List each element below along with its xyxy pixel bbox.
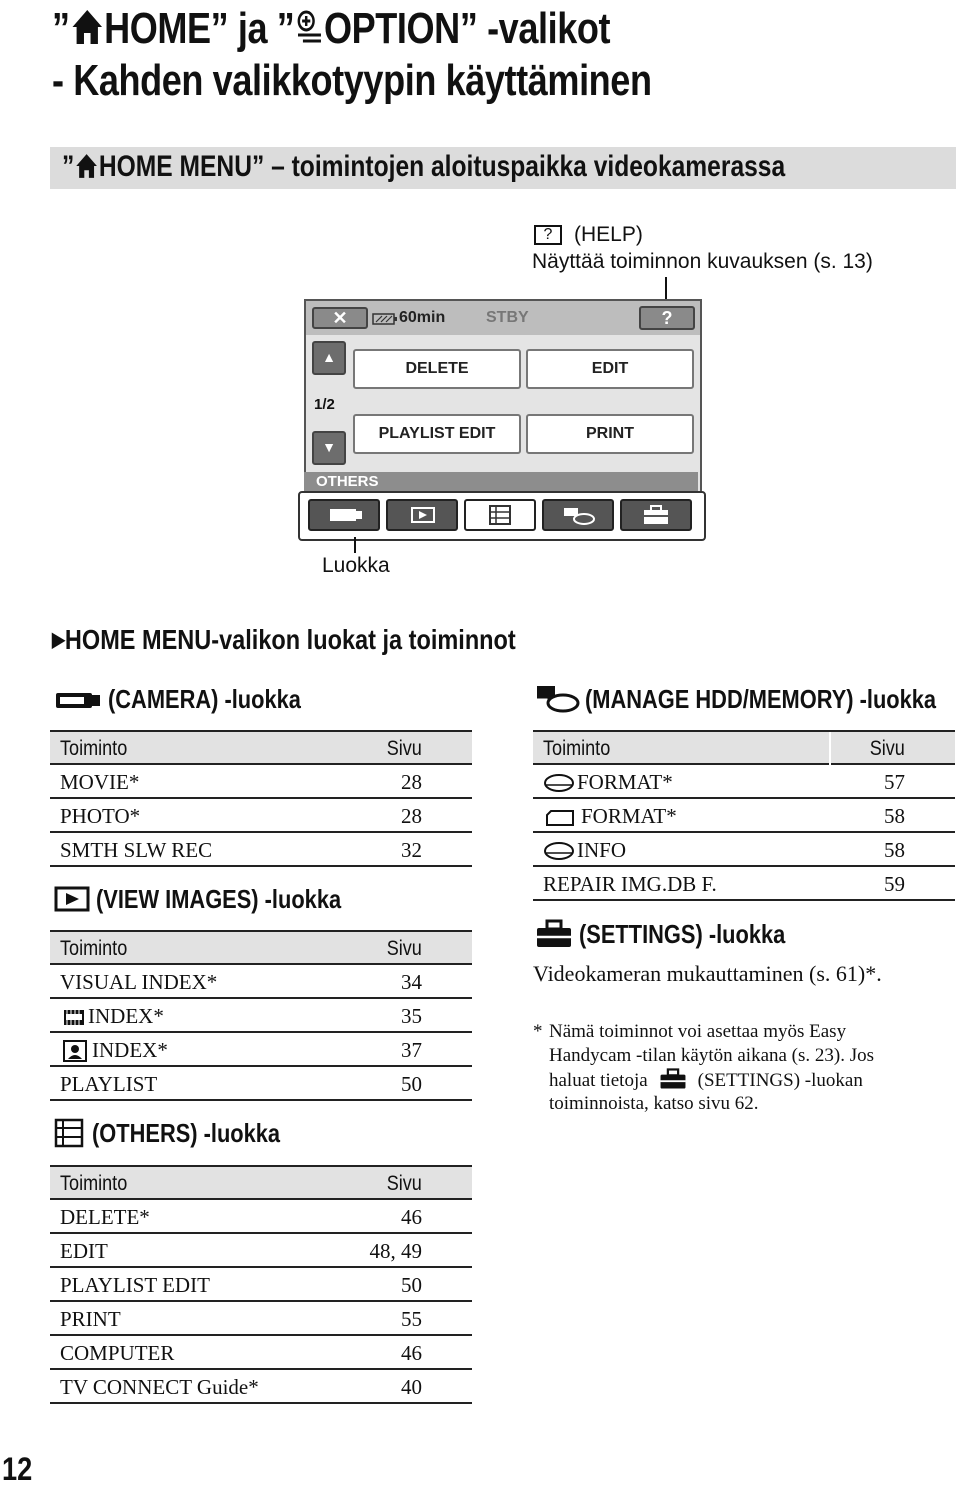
table-row: PLAYLIST EDIT 50 bbox=[50, 1268, 472, 1302]
table-row: DELETE* 46 bbox=[50, 1200, 472, 1234]
close-button[interactable]: ✕ bbox=[312, 307, 368, 329]
section-heading: ” HOME MENU” – toimintojen aloituspaikka videokamerassa bbox=[62, 150, 786, 183]
camera-icon bbox=[310, 501, 378, 529]
others-icon bbox=[466, 501, 534, 529]
table-row: PLAYLIST 50 bbox=[50, 1067, 472, 1101]
table-row: PRINT 55 bbox=[50, 1302, 472, 1336]
table-row: PHOTO* 28 bbox=[50, 799, 472, 833]
memory-card-icon bbox=[545, 809, 575, 827]
category-callout-line bbox=[354, 537, 356, 553]
page-title-line1: ” HOME” ja ” OPTION” -valikot bbox=[52, 4, 611, 53]
view-images-icon bbox=[54, 886, 90, 912]
table-row: FORMAT* 57 bbox=[533, 765, 955, 799]
tab-others[interactable] bbox=[464, 499, 536, 531]
settings-icon bbox=[656, 1068, 690, 1090]
table-header: Toiminto Sivu bbox=[533, 730, 955, 765]
table-row: TV CONNECT Guide* 40 bbox=[50, 1370, 472, 1404]
tab-settings[interactable] bbox=[620, 499, 692, 531]
help-description: Näyttää toiminnon kuvauksen (s. 13) bbox=[532, 250, 873, 273]
tab-manage-hdd[interactable] bbox=[542, 499, 614, 531]
table-row: SMTH SLW REC 32 bbox=[50, 833, 472, 867]
battery-icon bbox=[372, 313, 398, 325]
view-images-table bbox=[50, 930, 472, 1101]
film-roll-index-icon bbox=[62, 1007, 86, 1027]
table-header: Toiminto Sivu bbox=[50, 930, 472, 965]
page-number: 12 bbox=[2, 1451, 33, 1487]
manage-hdd-table bbox=[533, 730, 955, 901]
table-row: MOVIE* 28 bbox=[50, 765, 472, 799]
table-row: INDEX* 37 bbox=[50, 1033, 472, 1067]
table-row: COMPUTER 46 bbox=[50, 1336, 472, 1370]
table-header: Toiminto Sivu bbox=[50, 1165, 472, 1200]
print-button[interactable]: PRINT bbox=[526, 414, 694, 454]
table-row: INDEX* 35 bbox=[50, 999, 472, 1033]
home-icon bbox=[74, 152, 99, 180]
home-icon bbox=[70, 7, 104, 47]
subsection-heading: ▶HOME MENU-valikon luokat ja toiminnot bbox=[52, 624, 516, 655]
hdd-icon bbox=[543, 841, 575, 861]
tab-view-images[interactable] bbox=[386, 499, 458, 531]
settings-icon bbox=[535, 919, 573, 949]
help-label: (HELP) bbox=[574, 223, 643, 246]
help-button[interactable]: ? bbox=[639, 306, 695, 330]
table-header: Toiminto Sivu bbox=[50, 730, 472, 765]
camera-screen bbox=[304, 299, 702, 493]
table-row: INFO 58 bbox=[533, 833, 955, 867]
page-up-button[interactable]: ▲ bbox=[312, 341, 346, 375]
option-icon bbox=[294, 7, 324, 47]
table-row: FORMAT* 58 bbox=[533, 799, 955, 833]
manage-hdd-icon bbox=[544, 501, 612, 529]
delete-button[interactable]: DELETE bbox=[353, 349, 521, 389]
playlist-edit-button[interactable]: PLAYLIST EDIT bbox=[353, 414, 521, 454]
settings-icon bbox=[622, 501, 690, 529]
others-table bbox=[50, 1165, 472, 1404]
settings-description: Videokameran mukauttaminen (s. 61)*. bbox=[533, 961, 882, 986]
status-text: STBY bbox=[486, 309, 529, 326]
camera-table bbox=[50, 730, 472, 867]
table-row: EDIT 48, 49 bbox=[50, 1234, 472, 1268]
table-row: VISUAL INDEX* 34 bbox=[50, 965, 472, 999]
category-tab-bar bbox=[298, 491, 706, 541]
page-down-button[interactable]: ▼ bbox=[312, 431, 346, 465]
view-images-icon bbox=[388, 501, 456, 529]
hdd-icon bbox=[543, 773, 575, 793]
manage-hdd-icon bbox=[535, 684, 581, 714]
page-title-line2: - Kahden valikkotyypin käyttäminen bbox=[52, 56, 652, 105]
others-icon bbox=[54, 1118, 84, 1148]
table-row: REPAIR IMG.DB F. 59 bbox=[533, 867, 955, 901]
category-label: OTHERS bbox=[316, 473, 379, 490]
tab-camera[interactable] bbox=[308, 499, 380, 531]
category-caption: Luokka bbox=[322, 554, 390, 577]
edit-button[interactable]: EDIT bbox=[526, 349, 694, 389]
help-icon: ? bbox=[534, 225, 562, 245]
camera-icon bbox=[54, 688, 102, 712]
face-index-icon bbox=[62, 1039, 88, 1063]
battery-remaining: 60min bbox=[399, 309, 446, 326]
page-indicator: 1/2 bbox=[314, 396, 335, 413]
category-label-bar bbox=[304, 472, 698, 492]
